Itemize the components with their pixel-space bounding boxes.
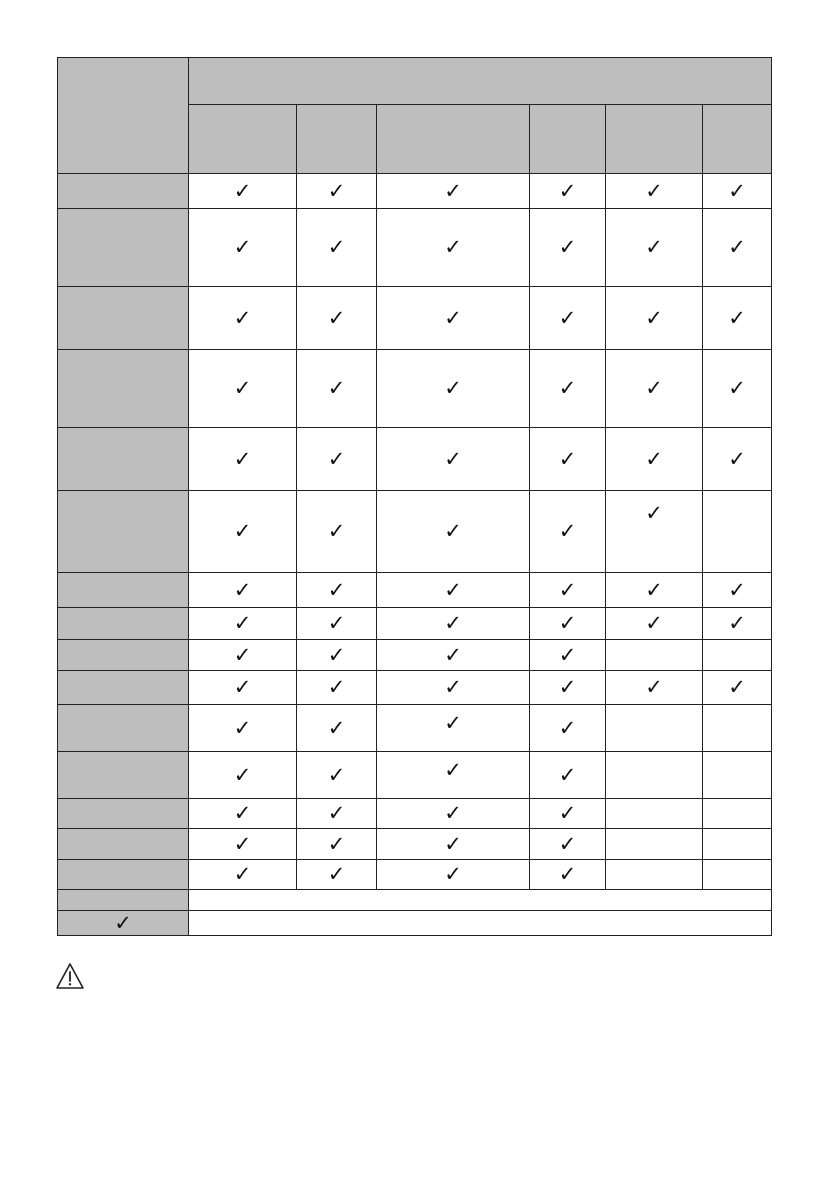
check-icon: ✓	[327, 762, 346, 787]
table-cell	[297, 573, 377, 608]
table-cell	[606, 287, 703, 350]
header-col-3	[377, 105, 530, 174]
legend-text-empty	[189, 890, 771, 911]
check-icon: ✓	[444, 801, 462, 825]
check-icon: ✓	[327, 675, 346, 699]
legend-label-empty	[58, 890, 189, 911]
check-icon: ✓	[645, 611, 663, 635]
check-icon: ✓	[327, 642, 346, 667]
table-cell	[606, 829, 703, 860]
check-icon: ✓	[645, 446, 663, 471]
row-label-1	[58, 174, 189, 209]
table-cell	[189, 428, 297, 491]
header-col-6	[703, 105, 771, 174]
table-cell	[377, 608, 530, 640]
table-cell	[530, 752, 606, 799]
table-cell	[377, 350, 530, 428]
table-cell	[189, 608, 297, 640]
check-icon: ✓	[645, 577, 663, 602]
check-icon: ✓	[327, 715, 346, 740]
header-col-1	[189, 105, 297, 174]
table-cell	[606, 209, 703, 287]
table-cell	[530, 573, 606, 608]
table-cell	[297, 608, 377, 640]
check-icon: ✓	[728, 446, 746, 471]
check-icon: ✓	[233, 178, 252, 203]
check-icon: ✓	[233, 611, 252, 635]
check-icon: ✓	[233, 675, 252, 699]
legend-check-text	[189, 911, 771, 935]
table-cell	[297, 799, 377, 829]
check-icon: ✓	[558, 862, 577, 886]
table-cell	[377, 573, 530, 608]
check-icon: ✓	[444, 611, 462, 635]
check-icon: ✓	[558, 577, 577, 602]
check-icon: ✓	[558, 762, 577, 787]
header-col-4	[530, 105, 606, 174]
check-icon: ✓	[558, 178, 577, 203]
check-icon: ✓	[444, 675, 462, 699]
row-label-14	[58, 829, 189, 860]
table-cell	[377, 799, 530, 829]
check-icon: ✓	[233, 862, 252, 886]
table-cell	[606, 491, 703, 573]
table-cell	[377, 860, 530, 890]
table-cell	[297, 287, 377, 350]
table-cell	[377, 640, 530, 671]
table-cell	[297, 752, 377, 799]
check-icon: ✓	[728, 675, 746, 699]
check-icon: ✓	[444, 519, 462, 543]
table-cell	[703, 174, 771, 209]
check-icon: ✓	[327, 801, 346, 825]
legend-check-icon: ✓	[114, 910, 132, 935]
table-cell	[297, 350, 377, 428]
table-cell	[606, 608, 703, 640]
table-cell	[189, 573, 297, 608]
check-icon: ✓	[645, 305, 663, 330]
table-cell	[377, 671, 530, 705]
table-cell	[530, 829, 606, 860]
table-cell	[297, 705, 377, 752]
check-icon: ✓	[444, 446, 462, 471]
legend-check-cell	[58, 911, 189, 935]
table-cell	[189, 860, 297, 890]
table-cell	[703, 350, 771, 428]
check-icon: ✓	[233, 715, 252, 740]
table-cell	[703, 573, 771, 608]
table-cell	[297, 209, 377, 287]
table-cell	[189, 705, 297, 752]
check-icon: ✓	[728, 305, 746, 330]
check-icon: ✓	[444, 235, 462, 259]
table-cell	[703, 640, 771, 671]
check-icon: ✓	[645, 376, 663, 400]
table-cell	[297, 491, 377, 573]
check-icon: ✓	[728, 376, 746, 400]
table-cell	[377, 705, 530, 752]
table-cell	[189, 209, 297, 287]
table-cell	[530, 350, 606, 428]
check-icon: ✓	[233, 519, 252, 543]
check-icon: ✓	[728, 235, 746, 259]
check-icon: ✓	[327, 235, 346, 259]
table-cell	[703, 799, 771, 829]
check-icon: ✓	[233, 235, 252, 259]
row-label-7	[58, 573, 189, 608]
table-cell	[189, 640, 297, 671]
table-cell	[377, 752, 530, 799]
check-icon: ✓	[558, 715, 577, 740]
check-icon: ✓	[558, 376, 577, 400]
table-cell	[606, 350, 703, 428]
check-icon: ✓	[645, 178, 663, 203]
check-icon: ✓	[327, 305, 346, 330]
row-label-3	[58, 287, 189, 350]
table-cell	[703, 829, 771, 860]
check-icon: ✓	[444, 305, 462, 330]
table-cell	[530, 671, 606, 705]
table-cell	[606, 428, 703, 491]
header-col-5	[606, 105, 703, 174]
table-cell	[606, 860, 703, 890]
table-cell	[606, 573, 703, 608]
table-cell	[606, 640, 703, 671]
check-icon: ✓	[233, 577, 252, 602]
check-icon: ✓	[444, 758, 462, 782]
check-icon: ✓	[233, 642, 252, 667]
table-cell	[703, 608, 771, 640]
check-icon: ✓	[233, 831, 252, 856]
table-cell	[530, 287, 606, 350]
header-group-cell	[189, 58, 771, 105]
table-cell	[703, 491, 771, 573]
check-icon: ✓	[558, 446, 577, 471]
check-icon: ✓	[444, 642, 462, 667]
table-cell	[297, 174, 377, 209]
header-corner-cell	[58, 58, 189, 174]
check-icon: ✓	[645, 501, 663, 525]
table-cell	[606, 799, 703, 829]
table-cell	[703, 671, 771, 705]
check-icon: ✓	[444, 178, 462, 203]
table-cell	[189, 491, 297, 573]
table-cell	[189, 350, 297, 428]
table-cell	[297, 428, 377, 491]
check-icon: ✓	[645, 235, 663, 259]
table-cell	[530, 491, 606, 573]
table-cell	[606, 174, 703, 209]
table-cell	[606, 752, 703, 799]
table-cell	[189, 799, 297, 829]
table-cell	[377, 829, 530, 860]
check-icon: ✓	[558, 642, 577, 667]
check-icon: ✓	[327, 446, 346, 471]
table-cell	[189, 752, 297, 799]
check-icon: ✓	[728, 611, 746, 635]
check-icon: ✓	[233, 446, 252, 471]
table-cell	[297, 640, 377, 671]
table-cell	[530, 174, 606, 209]
warning-triangle-icon	[55, 962, 85, 990]
table-cell	[377, 209, 530, 287]
row-label-12	[58, 752, 189, 799]
row-label-11	[58, 705, 189, 752]
check-icon: ✓	[558, 611, 577, 635]
table-cell	[703, 209, 771, 287]
check-icon: ✓	[558, 235, 577, 259]
check-icon: ✓	[327, 577, 346, 602]
check-icon: ✓	[728, 577, 746, 602]
table-cell	[377, 428, 530, 491]
check-icon: ✓	[233, 376, 252, 400]
check-icon: ✓	[558, 675, 577, 699]
check-icon: ✓	[327, 519, 346, 543]
table-cell	[377, 491, 530, 573]
check-icon: ✓	[444, 831, 462, 856]
check-icon: ✓	[444, 577, 462, 602]
check-icon: ✓	[444, 862, 462, 886]
check-icon: ✓	[558, 519, 577, 543]
table-cell	[297, 671, 377, 705]
row-label-4	[58, 350, 189, 428]
table-cell	[530, 640, 606, 671]
check-icon: ✓	[558, 831, 577, 856]
table-cell	[189, 174, 297, 209]
check-icon: ✓	[558, 801, 577, 825]
row-label-9	[58, 640, 189, 671]
table-cell	[189, 287, 297, 350]
table-cell	[377, 174, 530, 209]
check-icon: ✓	[728, 178, 746, 203]
table-cell	[703, 428, 771, 491]
table-cell	[530, 608, 606, 640]
check-icon: ✓	[327, 376, 346, 400]
row-label-2	[58, 209, 189, 287]
table-cell	[703, 752, 771, 799]
table-cell	[530, 428, 606, 491]
table-cell	[606, 671, 703, 705]
table-cell	[703, 287, 771, 350]
table-cell	[189, 671, 297, 705]
row-label-15	[58, 860, 189, 890]
check-icon: ✓	[327, 862, 346, 886]
row-label-10	[58, 671, 189, 705]
check-icon: ✓	[233, 762, 252, 787]
row-label-8	[58, 608, 189, 640]
check-icon: ✓	[558, 305, 577, 330]
table-cell	[606, 705, 703, 752]
check-icon: ✓	[444, 376, 462, 400]
table-cell	[377, 287, 530, 350]
row-label-13	[58, 799, 189, 829]
row-label-6	[58, 491, 189, 573]
check-icon: ✓	[645, 675, 663, 699]
check-icon: ✓	[327, 178, 346, 203]
check-icon: ✓	[444, 711, 462, 735]
table-cell	[530, 799, 606, 829]
table-cell	[297, 829, 377, 860]
table-cell	[703, 705, 771, 752]
compatibility-table	[57, 57, 772, 936]
table-cell	[189, 829, 297, 860]
row-label-5	[58, 428, 189, 491]
table-cell	[530, 705, 606, 752]
check-icon: ✓	[327, 611, 346, 635]
table-cell	[530, 860, 606, 890]
check-icon: ✓	[233, 801, 252, 825]
check-icon: ✓	[327, 831, 346, 856]
check-icon: ✓	[233, 305, 252, 330]
table-cell	[297, 860, 377, 890]
table-cell	[703, 860, 771, 890]
header-col-2	[297, 105, 377, 174]
table-cell	[530, 209, 606, 287]
